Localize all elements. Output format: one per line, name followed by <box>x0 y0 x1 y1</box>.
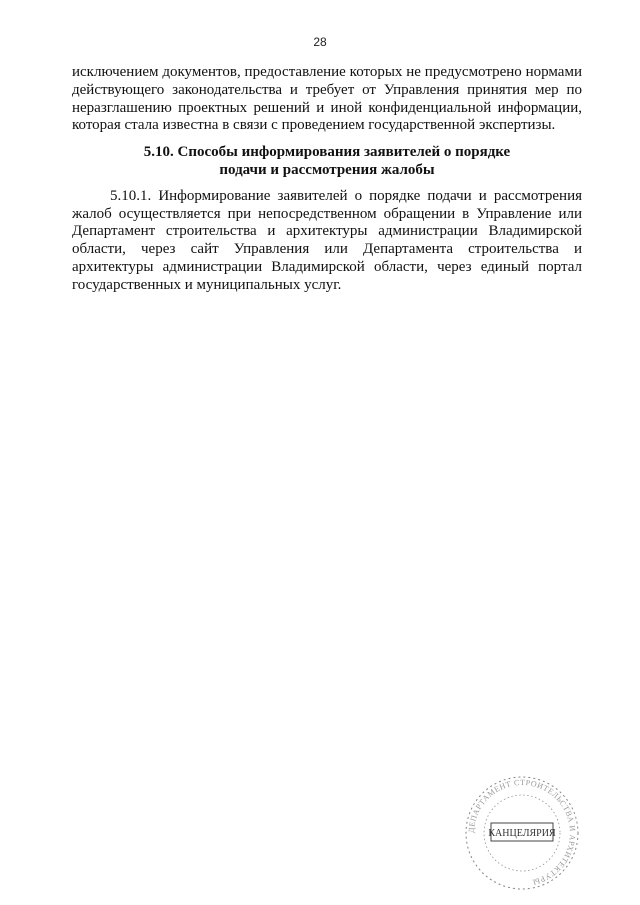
document-body <box>72 64 582 295</box>
stamp-ring-text: ДЕПАРТАМЕНТ СТРОИТЕЛЬСТВА И АРХИТЕКТУРЫ <box>466 777 578 887</box>
stamp-center-text: КАНЦЕЛЯРИЯ <box>488 828 556 839</box>
office-stamp <box>458 775 586 891</box>
intro-paragraph: исключением документов, предоставление которых не предусмотрено нормами действующего законодательства и требует от Управления принятия мер по неразглашению проектных решений и иной конфиденциальной информации, которая стала известна в связи с проведением государственной экспертизы. <box>72 64 582 134</box>
section-heading <box>72 144 582 180</box>
section-heading-line-2: подачи и рассмотрения жалобы <box>219 161 435 178</box>
paragraph-5-10-1: 5.10.1. Информирование заявителей о порядке подачи и рассмотрения жалоб осуществляется при непосредственном обращении в Управление или Департамент строительства и архитектуры администрации Владимирской области, через сайт Управления или Департамента строительства и архитектуры администрации Владимирской области, через единый портал государственных и муниципальных услуг. <box>72 187 582 293</box>
page-number: 28 <box>313 35 327 49</box>
section-heading-line-1: 5.10. Способы информирования заявителей о порядке <box>143 144 511 161</box>
